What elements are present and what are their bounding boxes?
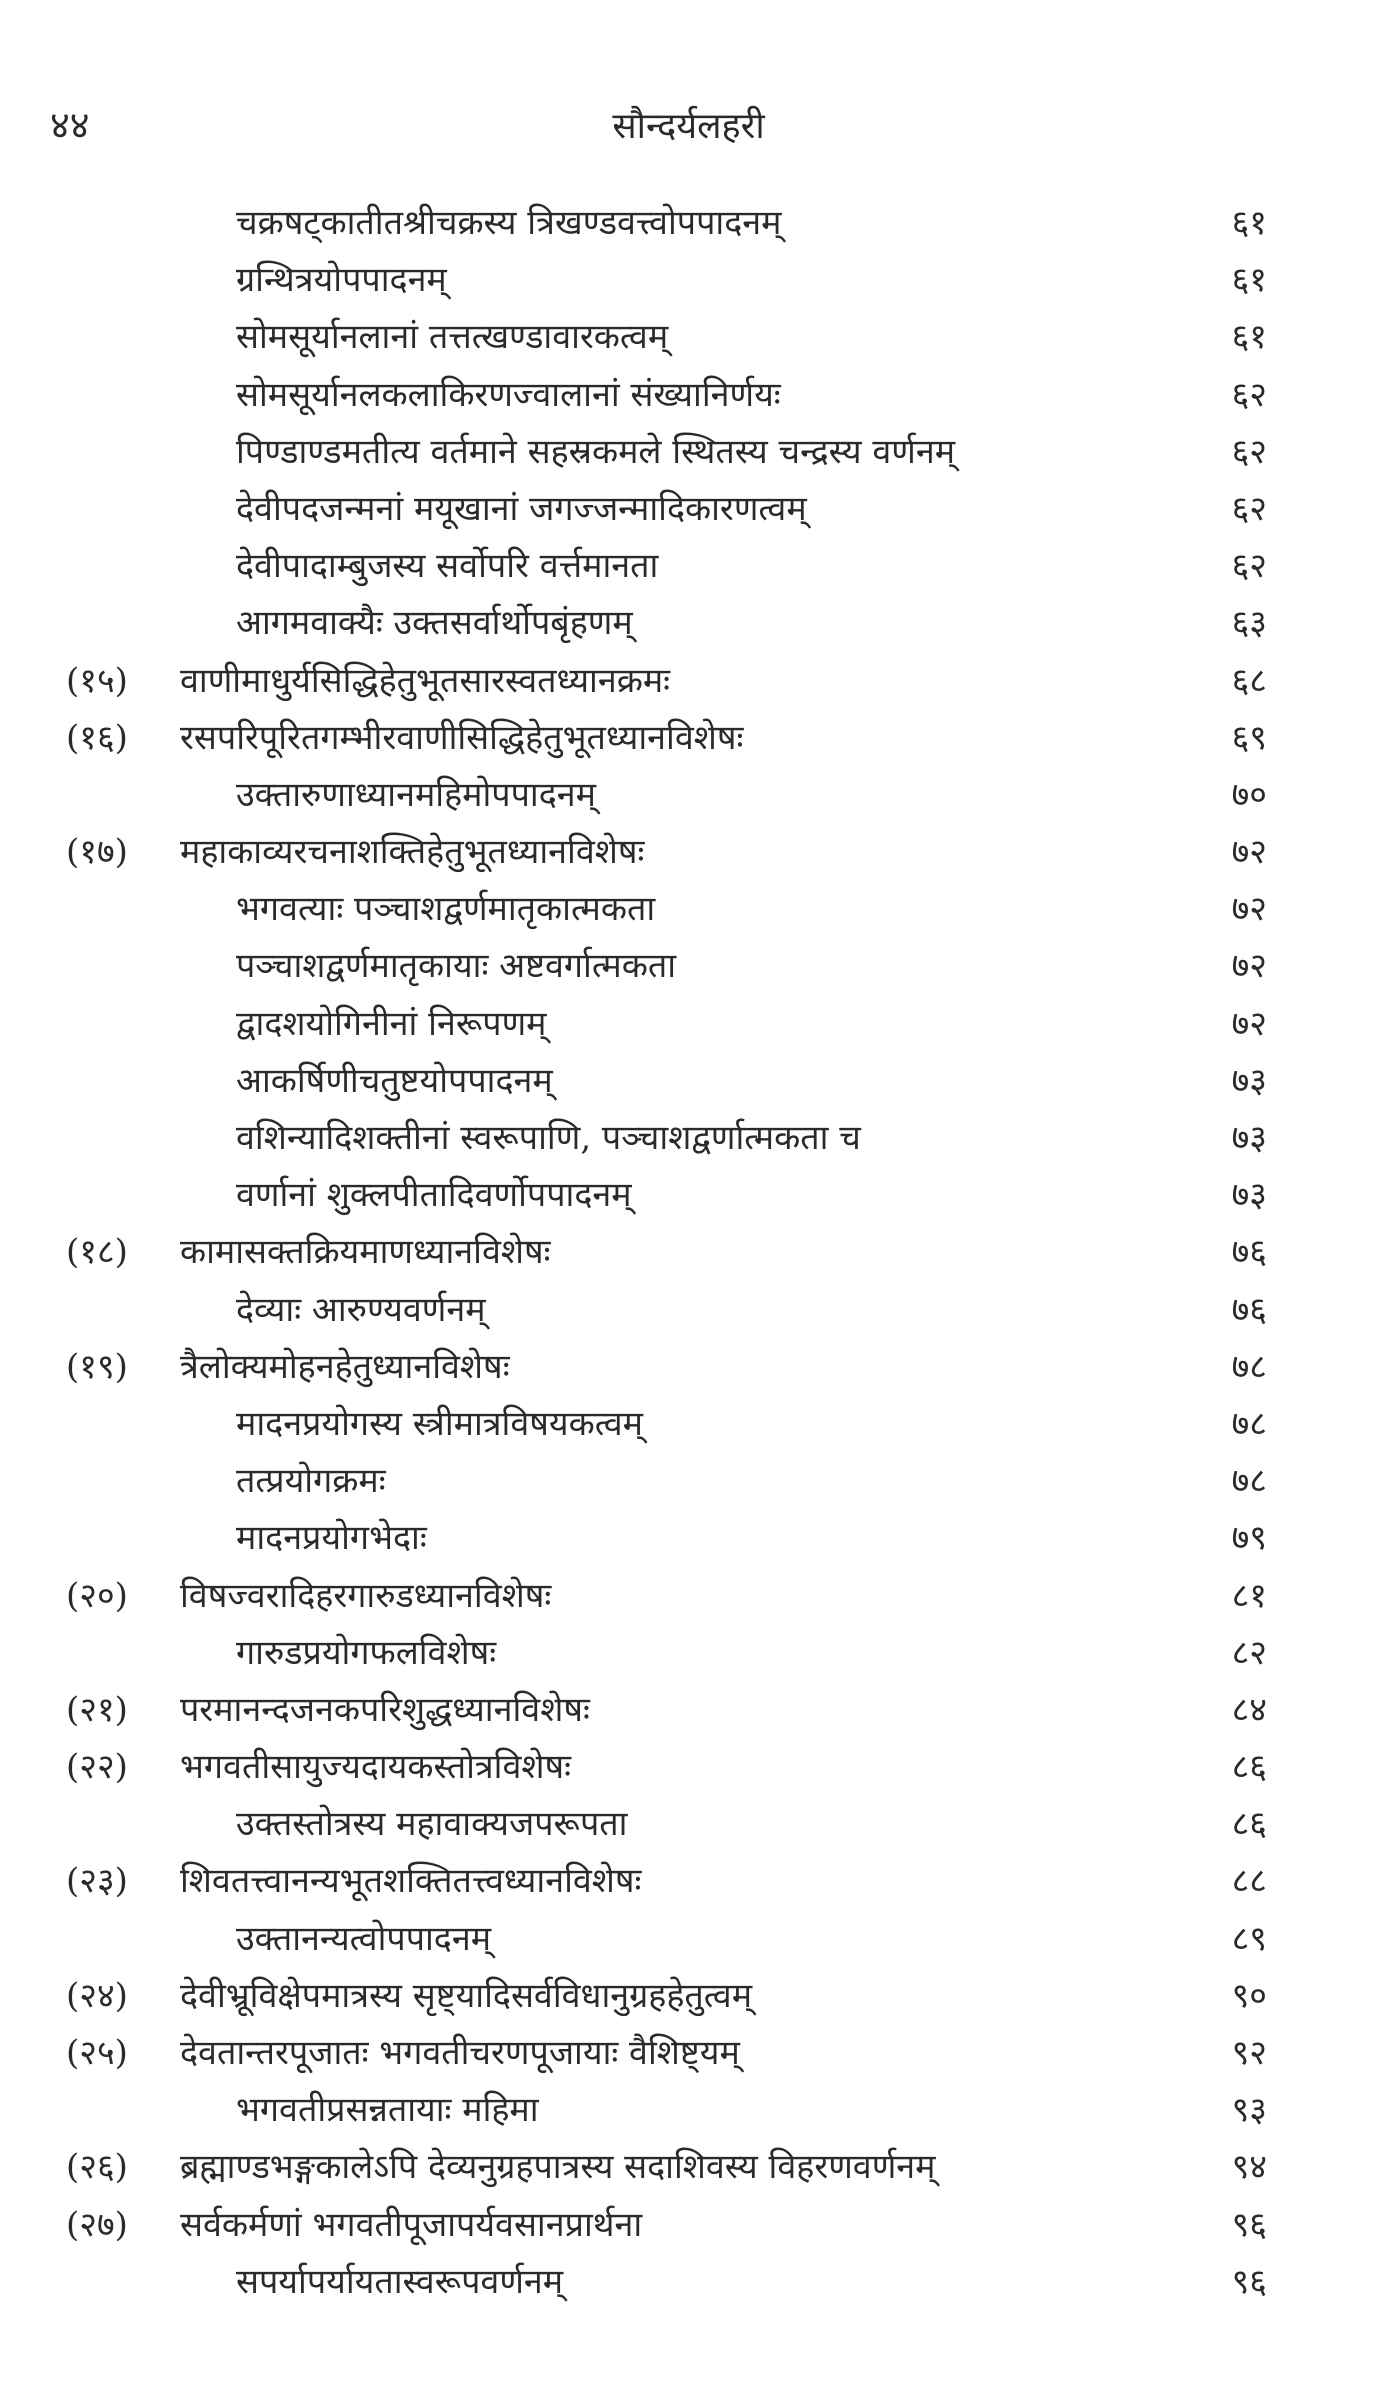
toc-page-number: ८९ [1231, 1918, 1267, 1959]
table-of-contents [0, 196, 1377, 2312]
toc-row [0, 1340, 1377, 1397]
toc-row [0, 1225, 1377, 1282]
toc-row [0, 482, 1377, 539]
toc-page-number: ८६ [1231, 1747, 1267, 1788]
toc-page-number: ७३ [1231, 1060, 1267, 1101]
toc-page-number: ७३ [1231, 1118, 1267, 1158]
toc-entry-text: उक्तारुणाध्यानमहिमोपपादनम् [236, 774, 596, 815]
running-title: सौन्दर्यलहरी [612, 106, 765, 147]
toc-row [0, 196, 1377, 253]
toc-row [0, 1283, 1377, 1340]
toc-entry-text: सपर्यापर्यायतास्वरूपवर्णनम् [236, 2261, 564, 2302]
toc-entry-text: त्रैलोक्यमोहनहेतुध्यानविशेषः [180, 1346, 510, 1387]
toc-row [0, 711, 1377, 768]
toc-page-number: ६२ [1231, 374, 1267, 415]
toc-entry-text: मादनप्रयोगभेदाः [236, 1518, 427, 1559]
toc-entry-text: देवीपदजन्मनां मयूखानां जगज्जन्मादिकारणत्वम् [236, 488, 807, 529]
toc-row [0, 882, 1377, 939]
toc-entry-text: पञ्चाशद्वर्णमातृकायाः अष्टवर्गात्मकता [236, 946, 677, 987]
toc-row [0, 1054, 1377, 1111]
toc-row [0, 1683, 1377, 1740]
toc-entry-text: वशिन्यादिशक्तीनां स्वरूपाणि, पञ्चाशद्वर्णात्मकता च [236, 1118, 861, 1158]
toc-row [0, 2255, 1377, 2312]
section-number: (२२) [66, 1747, 128, 1788]
toc-page-number: ७६ [1231, 1232, 1267, 1273]
toc-page-number: ६२ [1231, 488, 1267, 529]
toc-row [0, 2140, 1377, 2197]
section-number: (१८) [66, 1232, 128, 1273]
toc-entry-text: देवतान्तरपूजातः भगवतीचरणपूजायाः वैशिष्ट्यम् [180, 2033, 740, 2073]
toc-page-number: ८८ [1231, 1861, 1267, 1902]
toc-row [0, 1454, 1377, 1511]
toc-page-number: ७६ [1231, 1289, 1267, 1330]
toc-page-number: ९० [1231, 1975, 1267, 2016]
toc-row [0, 939, 1377, 996]
section-number: (१९) [66, 1346, 128, 1387]
toc-row [0, 425, 1377, 482]
toc-entry-text: विषज्वरादिहरगारुडध्यानविशेषः [180, 1575, 552, 1616]
section-number: (१६) [66, 717, 128, 758]
toc-row [0, 1397, 1377, 1454]
section-number: (१७) [66, 832, 128, 873]
toc-row [0, 596, 1377, 653]
toc-entry-text: आकर्षिणीचतुष्टयोपपादनम् [236, 1060, 553, 1101]
toc-row [0, 253, 1377, 310]
section-number: (२५) [66, 2033, 128, 2073]
toc-row [0, 1626, 1377, 1683]
toc-row [0, 310, 1377, 367]
toc-entry-text: कामासक्तक्रियमाणध्यानविशेषः [180, 1232, 551, 1273]
toc-row [0, 997, 1377, 1054]
toc-entry-text: सोमसूर्यानलानां तत्तत्खण्डावारकत्वम् [236, 317, 669, 358]
toc-page-number: ७० [1231, 774, 1267, 815]
toc-page-number: ७२ [1231, 946, 1267, 987]
toc-entry-text: गारुडप्रयोगफलविशेषः [236, 1632, 497, 1673]
toc-page-number: ७८ [1231, 1403, 1267, 1444]
section-number: (२७) [66, 2204, 128, 2245]
toc-row [0, 768, 1377, 825]
toc-entry-text: देवीपादाम्बुजस्य सर्वोपरि वर्त्तमानता [236, 546, 659, 587]
toc-row [0, 2026, 1377, 2083]
toc-row [0, 825, 1377, 882]
toc-entry-text: रसपरिपूरितगम्भीरवाणीसिद्धिहेतुभूतध्यानविशेषः [180, 717, 744, 758]
toc-page-number: ६१ [1231, 317, 1267, 358]
toc-entry-text: उक्तस्तोत्रस्य महावाक्यजपरूपता [236, 1804, 628, 1845]
toc-page-number: ७८ [1231, 1461, 1267, 1502]
toc-page-number: ६१ [1231, 260, 1267, 301]
toc-row [0, 2198, 1377, 2255]
toc-row [0, 1797, 1377, 1854]
toc-row [0, 1569, 1377, 1626]
toc-row [0, 1912, 1377, 1969]
toc-page-number: ८४ [1231, 1689, 1267, 1730]
toc-page-number: ९२ [1231, 2033, 1267, 2073]
toc-page-number: ७९ [1231, 1518, 1267, 1559]
toc-entry-text: द्वादशयोगिनीनां निरूपणम् [236, 1003, 547, 1044]
section-number: (२३) [66, 1861, 128, 1902]
toc-entry-text: ग्रन्थित्रयोपपादनम् [236, 260, 447, 301]
toc-row [0, 2083, 1377, 2140]
toc-row [0, 368, 1377, 425]
section-number: (२४) [66, 1975, 128, 2016]
toc-page-number: ७२ [1231, 1003, 1267, 1044]
toc-entry-text: आगमवाक्यैः उक्तसर्वार्थोपबृंहणम् [236, 603, 633, 644]
toc-page-number: ८६ [1231, 1804, 1267, 1845]
toc-row [0, 1511, 1377, 1568]
toc-page-number: ९४ [1231, 2147, 1267, 2188]
toc-page-number: ६८ [1231, 660, 1267, 701]
toc-page-number: ९६ [1231, 2204, 1267, 2245]
toc-entry-text: चक्रषट्कातीतश्रीचक्रस्य त्रिखण्डवत्त्वोपपादनम् [236, 203, 782, 243]
toc-page-number: ८१ [1231, 1575, 1267, 1616]
toc-entry-text: परमानन्दजनकपरिशुद्धध्यानविशेषः [180, 1689, 590, 1730]
section-number: (१५) [66, 660, 128, 701]
section-number: (२६) [66, 2147, 128, 2188]
toc-entry-text: शिवतत्त्वानन्यभूतशक्तितत्त्वध्यानविशेषः [180, 1861, 642, 1902]
section-number: (२०) [66, 1575, 128, 1616]
toc-entry-text: भगवतीसायुज्यदायकस्तोत्रविशेषः [180, 1747, 572, 1788]
toc-page-number: ७३ [1231, 1175, 1267, 1216]
toc-entry-text: उक्तानन्यत्वोपपादनम् [236, 1918, 492, 1959]
toc-page-number: ७८ [1231, 1346, 1267, 1387]
toc-page-number: ६३ [1231, 603, 1267, 644]
toc-page-number: ६२ [1231, 546, 1267, 587]
toc-entry-text: वाणीमाधुर्यसिद्धिहेतुभूतसारस्वतध्यानक्रमः [180, 660, 671, 701]
section-number: (२१) [66, 1689, 128, 1730]
toc-page-number: ६२ [1231, 431, 1267, 472]
toc-entry-text: देवीभ्रूविक्षेपमात्रस्य सृष्ट्यादिसर्वविधानुग्रहहेतुत्वम् [180, 1975, 753, 2016]
toc-page-number: ७२ [1231, 832, 1267, 873]
toc-page-number: ६१ [1231, 203, 1267, 243]
toc-page-number: ७२ [1231, 889, 1267, 930]
toc-row [0, 539, 1377, 596]
toc-entry-text: देव्याः आरुण्यवर्णनम् [236, 1289, 486, 1330]
toc-row [0, 1111, 1377, 1168]
toc-row [0, 1969, 1377, 2026]
toc-page-number: ९६ [1231, 2261, 1267, 2302]
toc-page-number: ८२ [1231, 1632, 1267, 1673]
toc-entry-text: वर्णानां शुक्लपीतादिवर्णोपपादनम् [236, 1175, 632, 1216]
toc-entry-text: ब्रह्माण्डभङ्गकालेऽपि देव्यनुग्रहपात्रस्य सदाशिवस्य विहरणवर्णनम् [180, 2147, 936, 2188]
toc-entry-text: तत्प्रयोगक्रमः [236, 1461, 386, 1502]
toc-row [0, 1854, 1377, 1911]
toc-row [0, 654, 1377, 711]
toc-entry-text: पिण्डाण्डमतीत्य वर्तमाने सहस्रकमले स्थितस्य चन्द्रस्य वर्णनम् [236, 431, 956, 472]
toc-entry-text: भगवत्याः पञ्चाशद्वर्णमातृकात्मकता [236, 889, 656, 930]
toc-entry-text: महाकाव्यरचनाशक्तिहेतुभूतध्यानविशेषः [180, 832, 645, 873]
toc-entry-text: मादनप्रयोगस्य स्त्रीमात्रविषयकत्वम् [236, 1403, 643, 1444]
page-number: ४४ [50, 103, 90, 147]
toc-row [0, 1168, 1377, 1225]
toc-page-number: ९३ [1231, 2090, 1267, 2131]
toc-page-number: ६९ [1231, 717, 1267, 758]
toc-entry-text: सोमसूर्यानलकलाकिरणज्वालानां संख्यानिर्णयः [236, 374, 781, 415]
toc-entry-text: भगवतीप्रसन्नतायाः महिमा [236, 2090, 539, 2131]
toc-entry-text: सर्वकर्मणां भगवतीपूजापर्यवसानप्रार्थना [180, 2204, 643, 2245]
toc-row [0, 1740, 1377, 1797]
